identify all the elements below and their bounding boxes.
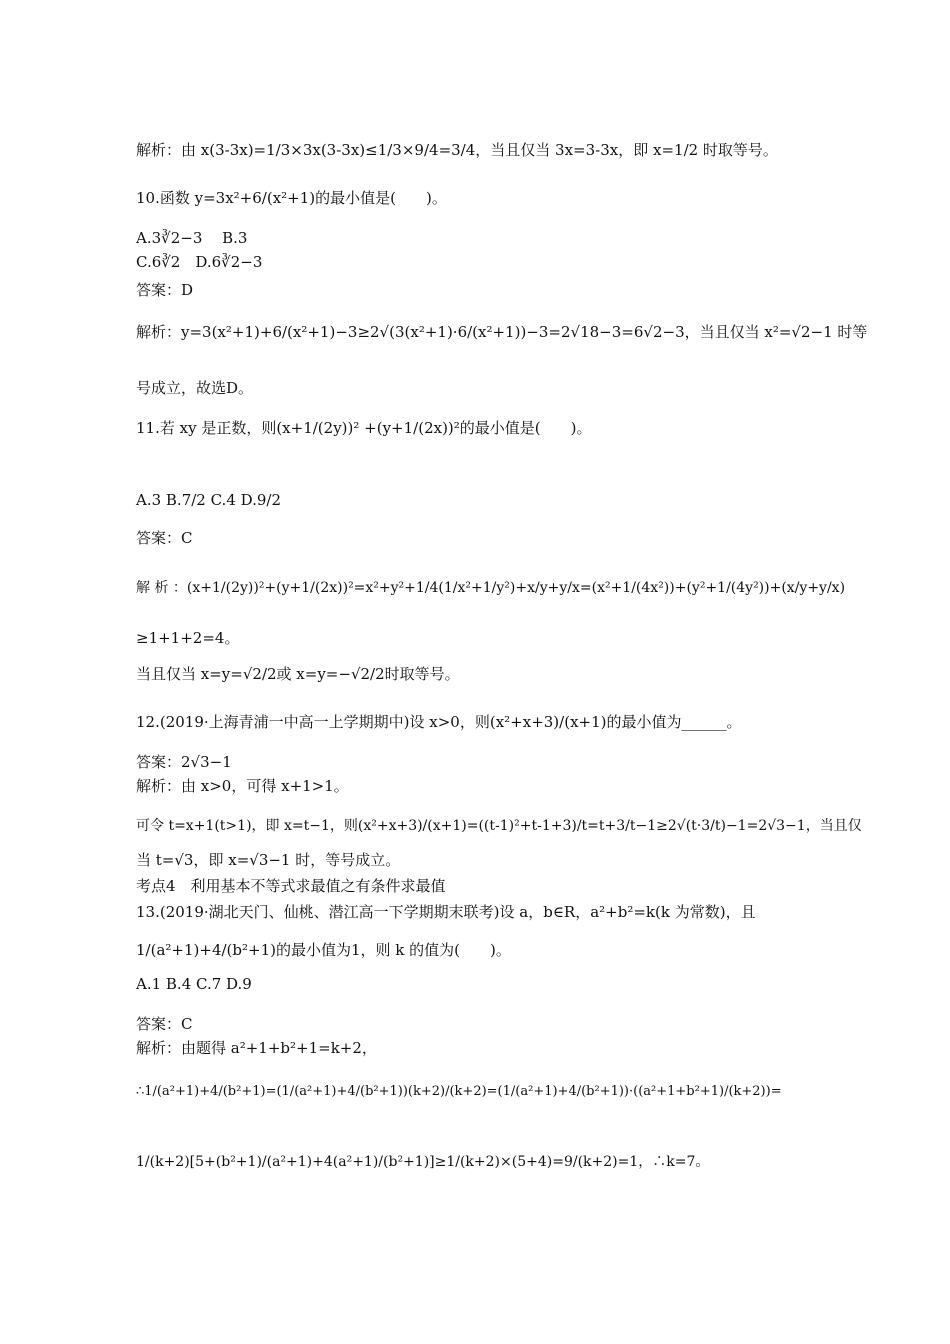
question-10-options-cd: C.6∛2 D.6∛2−3 bbox=[136, 253, 263, 271]
solution-13-line1: 解析：由题得 a²+1+b²+1=k+2， bbox=[136, 1039, 377, 1057]
answer-13: 答案：C bbox=[136, 1015, 193, 1033]
question-13-cont: 1/(a²+1)+4/(b²+1)的最小值为1，则 k 的值为( )。 bbox=[136, 941, 511, 959]
answer-11: 答案：C bbox=[136, 529, 193, 547]
question-10: 10.函数 y=3x²+6/(x²+1)的最小值是( )。 bbox=[136, 189, 447, 207]
solution-12-line1: 解析：由 x>0，可得 x+1>1。 bbox=[136, 777, 349, 795]
question-12: 12.(2019·上海青浦一中高一上学期期中)设 x>0，则(x²+x+3)/(x+1)的最小值为______。 bbox=[136, 713, 742, 731]
solution-13-line3: 1/(k+2)[5+(b²+1)/(a²+1)+4(a²+1)/(b²+1)]≥1/(k+2)×(5+4)=9/(k+2)=1，∴k=7。 bbox=[136, 1154, 710, 1170]
solution-11-cont: ≥1+1+2=4。 bbox=[136, 629, 240, 647]
question-11-options: A.3 B.7/2 C.4 D.9/2 bbox=[136, 491, 282, 509]
question-13-options: A.1 B.4 C.7 D.9 bbox=[136, 975, 252, 993]
solution-11-equality: 当且仅当 x=y=√2/2或 x=y=−√2/2时取等号。 bbox=[136, 665, 460, 683]
question-10-options-ab: A.3∛2−3 B.3 bbox=[136, 229, 248, 247]
question-11: 11.若 xy 是正数，则(x+1/(2y))² +(y+1/(2x))²的最小值是( )。 bbox=[136, 419, 592, 437]
solution-12-line3: 当 t=√3，即 x=√3−1 时，等号成立。 bbox=[136, 851, 401, 869]
solution-13-line2: ∴1/(a²+1)+4/(b²+1)=(1/(a²+1)+4/(b²+1))(k+2)/(k+2)=(1/(a²+1)+4/(b²+1))·((a²+1+b²+1)/(k+2))= bbox=[136, 1084, 782, 1099]
solution-12-line2: 可令 t=x+1(t>1)，即 x=t−1，则(x²+x+3)/(x+1)=((t-1)²+t-1+3)/t=t+3/t−1≥2√(t·3/t)−1=2√3−1，当且仅 bbox=[136, 818, 862, 834]
solution-10: 解析：y=3(x²+1)+6/(x²+1)−3≥2√(3(x²+1)·6/(x²+1))−3=2√18−3=6√2−3，当且仅当 x²=√2−1 时等 bbox=[136, 323, 868, 341]
question-13: 13.(2019·湖北天门、仙桃、潜江高一下学期期末联考)设 a，b∈R，a²+b²=k(k 为常数)，且 bbox=[136, 903, 756, 921]
section-heading-k4: 考点4 利用基本不等式求最值之有条件求最值 bbox=[136, 877, 446, 895]
answer-12: 答案：2√3−1 bbox=[136, 753, 232, 771]
solution-9: 解析：由 x(3-3x)=1/3×3x(3-3x)≤1/3×9/4=3/4，当且仅当 3x=3-3x，即 x=1/2 时取等号。 bbox=[136, 141, 778, 159]
solution-10-cont: 号成立，故选D。 bbox=[136, 379, 254, 397]
solution-11: 解 析 ：(x+1/(2y))²+(y+1/(2x))²=x²+y²+1/4(1/x²+1/y²)+x/y+y/x=(x²+1/(4x²))+(y²+1/(4y²))+(x/y+y/x) bbox=[136, 580, 846, 596]
answer-10: 答案：D bbox=[136, 281, 194, 299]
